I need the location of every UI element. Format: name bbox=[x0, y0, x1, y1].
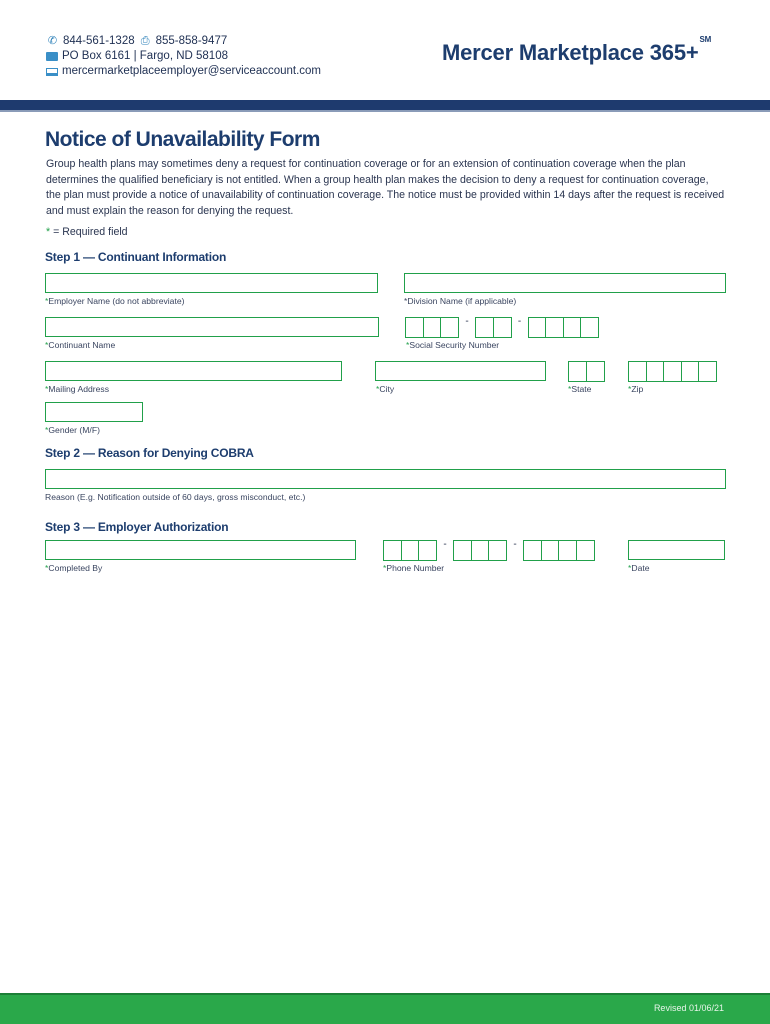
date-field[interactable] bbox=[628, 540, 725, 560]
contact-info bbox=[46, 34, 321, 79]
zip-label: *Zip bbox=[628, 384, 644, 394]
completed-by-field[interactable] bbox=[45, 540, 356, 560]
city-field[interactable] bbox=[375, 361, 546, 381]
phone-number-label: *Phone Number bbox=[383, 563, 445, 573]
revision-date: Revised 01/06/21 bbox=[653, 1003, 724, 1013]
mailing-address-label: *Mailing Address bbox=[45, 384, 110, 394]
brand-logo bbox=[442, 34, 712, 66]
footer-bar bbox=[0, 993, 770, 1024]
intro-paragraph: Group health plans may sometimes deny a request for continuation coverage or for an extension of continuation coverage when the plan determines the qualified beneficiary is not entitled. When a group health plan makes the decision to deny a request for continuation coverage, the plan must provide a notice of unavailability of continuation coverage. The notice must be provided within 14 days after the request is received and must explain the reason for denying the request. bbox=[46, 158, 725, 217]
step3-heading: Step 3 — Employer Authorization bbox=[45, 520, 229, 534]
gender-field[interactable] bbox=[45, 402, 143, 422]
date-label: *Date bbox=[628, 563, 650, 573]
phone-icon: ✆ bbox=[47, 35, 58, 47]
phone-number-field[interactable]: - - bbox=[383, 540, 595, 561]
service-mark: SM bbox=[699, 34, 712, 44]
state-field[interactable] bbox=[568, 361, 605, 382]
fax-number: 855-858-9477 bbox=[155, 35, 228, 47]
reason-field[interactable] bbox=[45, 469, 726, 489]
gender-label: *Gender (M/F) bbox=[45, 425, 100, 435]
phone-row bbox=[46, 34, 321, 49]
fax-icon: ⎙ bbox=[140, 35, 150, 47]
header-divider bbox=[0, 100, 770, 110]
state-label: *State bbox=[568, 384, 592, 394]
step1-heading: Step 1 — Continuant Information bbox=[45, 250, 227, 264]
address-row bbox=[46, 49, 321, 64]
mailing-address-field[interactable] bbox=[45, 361, 342, 381]
ssn-field[interactable]: - - bbox=[405, 317, 599, 338]
division-name-field[interactable] bbox=[404, 273, 726, 293]
phone-number: 844-561-1328 bbox=[63, 35, 135, 47]
reason-label: Reason (E.g. Notification outside of 60 days, gross misconduct, etc.) bbox=[45, 492, 306, 502]
step2-heading: Step 2 — Reason for Denying COBRA bbox=[45, 446, 254, 460]
employer-name-label: *Employer Name (do not abbreviate) bbox=[45, 296, 185, 306]
laptop-icon bbox=[46, 68, 58, 76]
brand-logo-text: Mercer Marketplace 365+ bbox=[442, 40, 699, 65]
continuant-name-field[interactable] bbox=[45, 317, 379, 337]
mail-icon bbox=[46, 52, 58, 61]
required-legend-text: = Required field bbox=[53, 226, 128, 238]
zip-field[interactable] bbox=[628, 361, 717, 382]
city-label: *City bbox=[376, 384, 395, 394]
continuant-name-label: *Continuant Name bbox=[45, 340, 116, 350]
employer-name-field[interactable] bbox=[45, 273, 378, 293]
header-divider-accent bbox=[0, 110, 770, 112]
email-address: mercermarketplaceemployer@serviceaccount.com bbox=[62, 65, 322, 77]
completed-by-label: *Completed By bbox=[45, 563, 103, 573]
division-name-label: *Division Name (if applicable) bbox=[404, 296, 517, 306]
page-title: Notice of Unavailability Form bbox=[45, 128, 320, 151]
email-row bbox=[46, 64, 321, 79]
required-star: * bbox=[46, 226, 51, 238]
ssn-label: *Social Security Number bbox=[406, 340, 500, 350]
mailing-address-text: PO Box 6161 | Fargo, ND 58108 bbox=[62, 50, 228, 62]
required-legend bbox=[46, 226, 128, 238]
